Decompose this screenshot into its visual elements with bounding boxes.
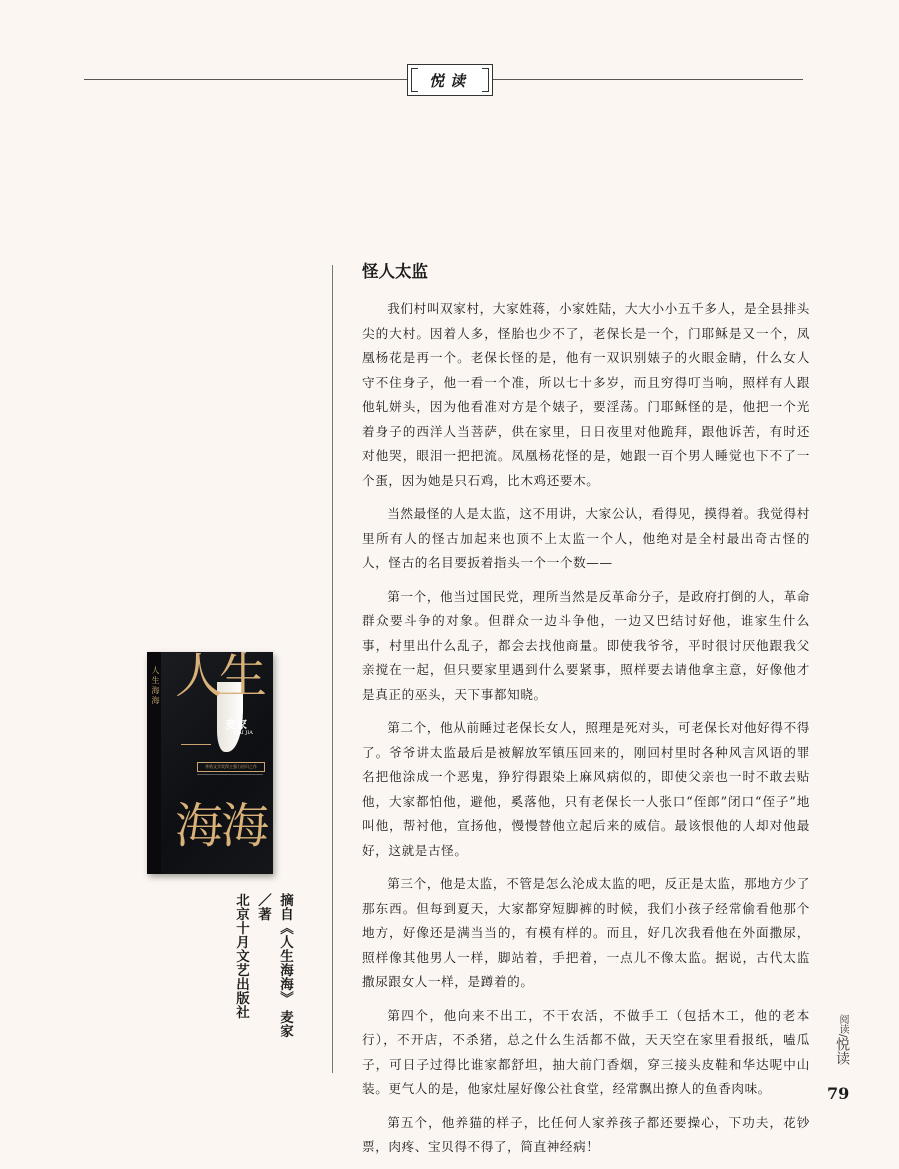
book-caption: [230, 893, 296, 1043]
article: [362, 258, 810, 1169]
caption-line: 摘自《人生海海》 麦家／著: [255, 893, 293, 1039]
article-paragraph: 第一个，他当过国民党，理所当然是反革命分子，是政府打倒的人，革命群众要斗争的对象。但群众一边斗争他，一边又巴结讨好他，谁家生什么事，村里出什么乱子，都会去找他商量。即使我爷爷，平时很讨厌他跟我父亲搅在一起，但只要家里遇到什么要紧事，照样要去请他拿主意，好像他才是真正的巫头，天下事都知晓。: [362, 588, 810, 702]
book-fine-print: [197, 774, 263, 793]
article-paragraph: 第五个，他养猫的样子，比任何人家养孩子都还要操心，下功夫，花钞票，肉疼、宝贝得不得了，简直神经病！: [362, 1114, 810, 1154]
header-rule-left: [84, 79, 407, 80]
footer-slash: /: [837, 1034, 848, 1038]
footer-big-label: 悦读: [834, 1037, 850, 1066]
article-paragraph: 第二个，他从前睡过老保长女人，照理是死对头，可老保长对他好得不得了。爷爷讲太监最后是被解放军镇压回来的，刚回村里时各种风言风语的罪名把他涂成一个恶鬼，狰狞得跟染上麻风病似的，即使父亲也一时不敢去贴他，大家都怕他，避他，奚落他，只有老保长一人张口“侄郎”闭口“侄子”地叫他，帮衬他，宣扬他，慢慢替他立起后来的威信。最该恨他的人却对他最好，这就是古怪。: [362, 720, 810, 858]
article-title: 怪人太监: [362, 262, 428, 281]
header-rule-right: [493, 79, 803, 80]
section-badge: [407, 64, 493, 96]
article-paragraph: 当然最怪的人是太监，这不用讲，大家公认，看得见，摸得着。我觉得村里所有人的怪古加起来也顶不上太监一个人，他绝对是全村最出奇古怪的人，怪古的名目要扳着指头一个一个数——: [362, 506, 810, 570]
book-char: 海: [221, 798, 270, 854]
article-paragraph: 我们村叫双家村，大家姓蒋，小家姓陆，大大小小五千多人，是全县排头尖的大村。因着人多，怪胎也少不了，老保长是一个，门耶稣是又一个，凤凰杨花是再一个。老保长怪的是，他有一双识别婊子的火眼金睛，什么女人守不住身子，他一看一个准，所以七十多岁，而且穷得叮当响，照样有人跟他轧姘头，因为他看准对方是个婊子，要淫荡。门耶稣怪的是，他把一个光着身子的西洋人当菩萨，供在家里，日日夜里对他跪拜，跟他诉苦，有时还对他哭，眼泪一把把流。凤凰杨花怪的是，她跟一百个男人睡觉也下不了一个蛋，因为她是只石鸡，比木鸡还要木。: [362, 301, 810, 488]
book-side-title: 人生海海: [151, 666, 160, 706]
article-paragraph: 第四个，他向来不出工，不干农活，不做手工（包括木工，他的老本行），不开店，不杀猪，总之什么生活都不做，天天空在家里看报纸，嗑瓜子，可日子过得比谁家都舒坦，抽大前门香烟，穿三接头皮鞋和华达呢中山装。更气人的是，他家灶屋好像公社食堂，经常飘出撩人的鱼香肉味。: [362, 1007, 810, 1096]
article-paragraph: 第三个，他是太监，不管是怎么沦成太监的吧，反正是太监，那地方少了那东西。但每到夏天，大家都穿短脚裤的时候，我们小孩子经常偷看他那个地方，好像还是满当当的，有模有样的。而且，好几次我看他在外面撒尿，照样像其他男人一样，脚站着，手把着，一点儿不像太监。据说，古代太监撒尿跟女人一样，是蹲着的。: [362, 876, 810, 989]
caption-line: 北京十月文艺出版社: [233, 893, 249, 1019]
section-title: 悦读: [428, 71, 471, 90]
book-char: 海: [175, 798, 224, 854]
book-cover-image: [147, 652, 273, 874]
footer-section-label: [832, 1014, 852, 1065]
book-char: 生: [219, 652, 268, 704]
book-tagline: 茅盾文学奖得主强力回归之作: [197, 762, 265, 772]
book-char: 人: [175, 652, 224, 704]
book-author: 麦家: [225, 718, 247, 731]
book-cat-line: [181, 744, 211, 745]
footer-small-label: 阅读: [837, 1014, 848, 1034]
book-author-latin: MAI JIA: [233, 730, 253, 736]
page-number: 79: [827, 1084, 850, 1103]
column-divider: [332, 265, 333, 1073]
